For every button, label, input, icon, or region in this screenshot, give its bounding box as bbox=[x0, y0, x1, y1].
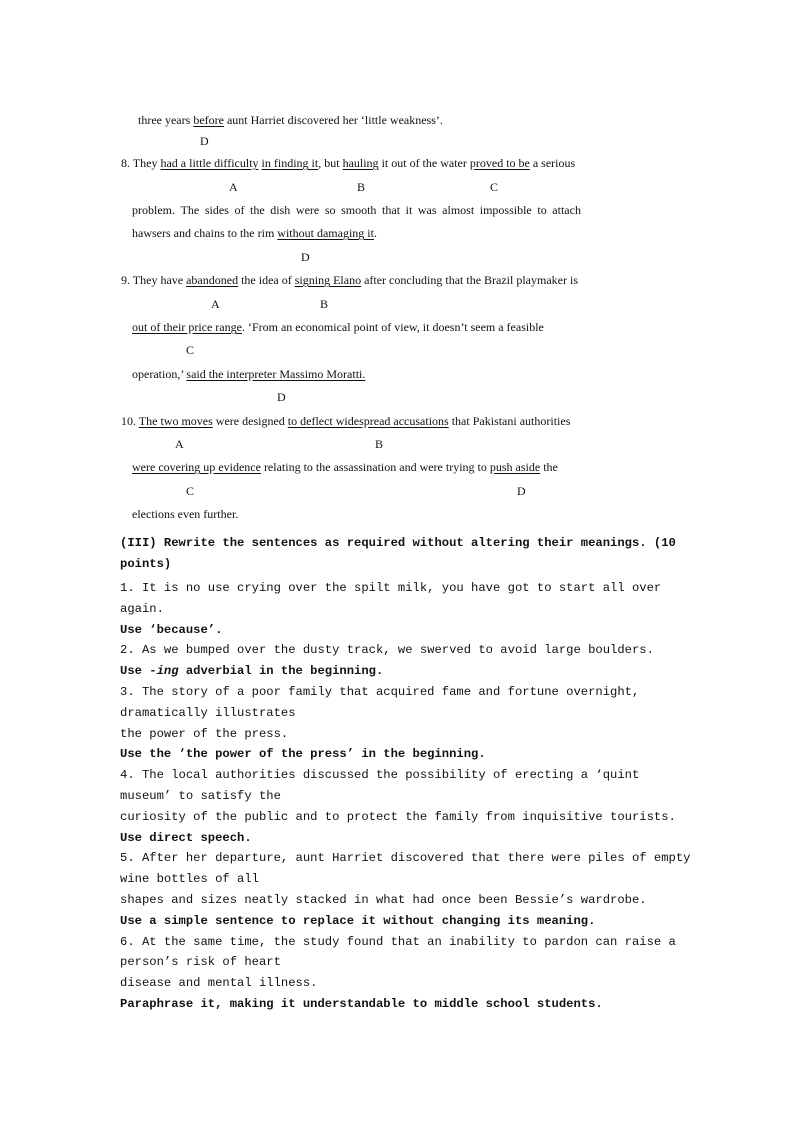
q9-option-a: abandoned bbox=[186, 273, 239, 287]
q8-text: a serious bbox=[529, 156, 576, 170]
word: were bbox=[295, 203, 320, 217]
word: The bbox=[180, 203, 200, 217]
q8-letter-a: A bbox=[229, 180, 238, 194]
item-6-instruction: Paraphrase it, making it understandable to middle school students. bbox=[120, 997, 603, 1011]
q10-text: the bbox=[540, 460, 558, 474]
word: so bbox=[324, 203, 336, 217]
q9-number: 9. They have bbox=[121, 273, 187, 287]
q10-number: 10. bbox=[121, 414, 139, 428]
q8-line3 bbox=[132, 226, 377, 241]
q8-option-a: had a little difficulty bbox=[160, 156, 259, 170]
word: almost bbox=[442, 203, 475, 217]
item-5-text-cont: wine bottles of all bbox=[120, 872, 259, 886]
q9-text: after concluding that the Brazil playmaker is bbox=[361, 273, 578, 287]
item-5-text: 5. After her departure, aunt Harriet discovered that there were piles of empty bbox=[120, 851, 691, 865]
q9-option-c: out of their price range bbox=[132, 320, 242, 334]
q7-text: three years bbox=[138, 113, 194, 127]
item-4-text-cont: curiosity of the public and to protect the family from inquisitive tourists. bbox=[120, 810, 676, 824]
q10-letter-b: B bbox=[375, 437, 384, 451]
q10-option-d: push aside bbox=[489, 460, 541, 474]
q10-letter-d: D bbox=[517, 484, 526, 498]
q10-text: were designed bbox=[212, 414, 288, 428]
item-1-text-cont: again. bbox=[120, 602, 164, 616]
q10-line1 bbox=[121, 414, 570, 429]
word: problem. bbox=[132, 203, 175, 217]
item-3-text-cont: the power of the press. bbox=[120, 727, 289, 741]
q9-letter-b: B bbox=[320, 297, 329, 311]
word: attach bbox=[552, 203, 581, 217]
item-5-text-cont: shapes and sizes neatly stacked in what had once been Bessie’s wardrobe. bbox=[120, 893, 647, 907]
q9-line1 bbox=[121, 273, 578, 288]
q10-text: that Pakistani authorities bbox=[448, 414, 571, 428]
item-1-text: 1. It is no use crying over the spilt milk, you have got to start all over bbox=[120, 581, 662, 595]
word: that bbox=[382, 203, 401, 217]
q8-letter-d: D bbox=[301, 250, 310, 264]
word: it bbox=[405, 203, 413, 217]
q8-text: , but bbox=[318, 156, 343, 170]
word: dish bbox=[270, 203, 291, 217]
q10-letter-c: C bbox=[186, 484, 195, 498]
q7-letter-d: D bbox=[200, 134, 209, 148]
q9-text: operation,’ bbox=[132, 367, 187, 381]
q8-option-b: hauling bbox=[342, 156, 379, 170]
q8-option-d: without damaging it bbox=[277, 226, 374, 240]
word: smooth bbox=[341, 203, 377, 217]
item-3-text: 3. The story of a poor family that acquired fame and fortune overnight, bbox=[120, 685, 640, 699]
word: of bbox=[234, 203, 245, 217]
item-4-text-cont: museum’ to satisfy the bbox=[120, 789, 281, 803]
q8-text: hawsers and chains to the rim bbox=[132, 226, 278, 240]
item-6-text-cont: person’s risk of heart bbox=[120, 955, 281, 969]
q9-option-b: signing Elano bbox=[294, 273, 362, 287]
q7-tail-line bbox=[138, 113, 443, 128]
q10-line3: elections even further. bbox=[132, 507, 239, 521]
item-3-text-cont: dramatically illustrates bbox=[120, 706, 296, 720]
q9-line2 bbox=[132, 320, 544, 335]
q7-text-end: aunt Harriet discovered her ‘little weakness’. bbox=[223, 113, 443, 127]
instruction-text: Use - bbox=[120, 664, 157, 678]
q8-letter-b: B bbox=[357, 180, 366, 194]
q9-text: . ‘From an economical point of view, it doesn’t seem a feasible bbox=[241, 320, 544, 334]
item-5-instruction: Use a simple sentence to replace it without changing its meaning. bbox=[120, 914, 596, 928]
word: impossible bbox=[479, 203, 532, 217]
item-2-text: 2. As we bumped over the dusty track, we swerved to avoid large boulders. bbox=[120, 643, 654, 657]
item-3-instruction: Use the ‘the power of the press’ in the beginning. bbox=[120, 747, 486, 761]
word: sides bbox=[204, 203, 229, 217]
q9-option-d: said the interpreter Massimo Moratti. bbox=[186, 367, 366, 381]
section-heading-cont: points) bbox=[120, 557, 172, 571]
q8-text: it out of the water bbox=[378, 156, 470, 170]
q9-line3 bbox=[132, 367, 365, 382]
q9-text: the idea of bbox=[238, 273, 295, 287]
instruction-text: adverbial in the beginning. bbox=[178, 664, 384, 678]
instruction-italic: ing bbox=[156, 664, 179, 678]
q9-letter-c: C bbox=[186, 343, 195, 357]
q9-letter-d: D bbox=[277, 390, 286, 404]
q8-number: 8. They bbox=[121, 156, 161, 170]
q8-text: . bbox=[373, 226, 377, 240]
q10-option-c: were covering up evidence bbox=[132, 460, 261, 474]
q8-line1 bbox=[121, 156, 575, 171]
q10-text: relating to the assassination and were trying to bbox=[260, 460, 490, 474]
q10-letter-a: A bbox=[175, 437, 184, 451]
q10-option-a: The two moves bbox=[138, 414, 213, 428]
item-6-text-cont: disease and mental illness. bbox=[120, 976, 318, 990]
item-6-text: 6. At the same time, the study found that an inability to pardon can raise a bbox=[120, 935, 676, 949]
item-4-instruction: Use direct speech. bbox=[120, 831, 252, 845]
q8-option-c: proved to be bbox=[469, 156, 530, 170]
item-2-instruction bbox=[120, 664, 383, 678]
q10-option-b: to deflect widespread accusations bbox=[287, 414, 449, 428]
q8-line2 bbox=[132, 203, 581, 218]
word: the bbox=[250, 203, 265, 217]
section-heading: (III) Rewrite the sentences as required without altering their meanings. (10 bbox=[120, 536, 676, 550]
q8-underlined-finding: in finding it bbox=[261, 156, 319, 170]
item-4-text: 4. The local authorities discussed the possibility of erecting a ‘quint bbox=[120, 768, 640, 782]
q9-letter-a: A bbox=[211, 297, 220, 311]
word: to bbox=[537, 203, 547, 217]
word: was bbox=[417, 203, 437, 217]
q7-underlined-before: before bbox=[193, 113, 224, 127]
q8-letter-c: C bbox=[490, 180, 499, 194]
q10-line2 bbox=[132, 460, 558, 475]
item-1-instruction: Use ‘because’. bbox=[120, 623, 223, 637]
